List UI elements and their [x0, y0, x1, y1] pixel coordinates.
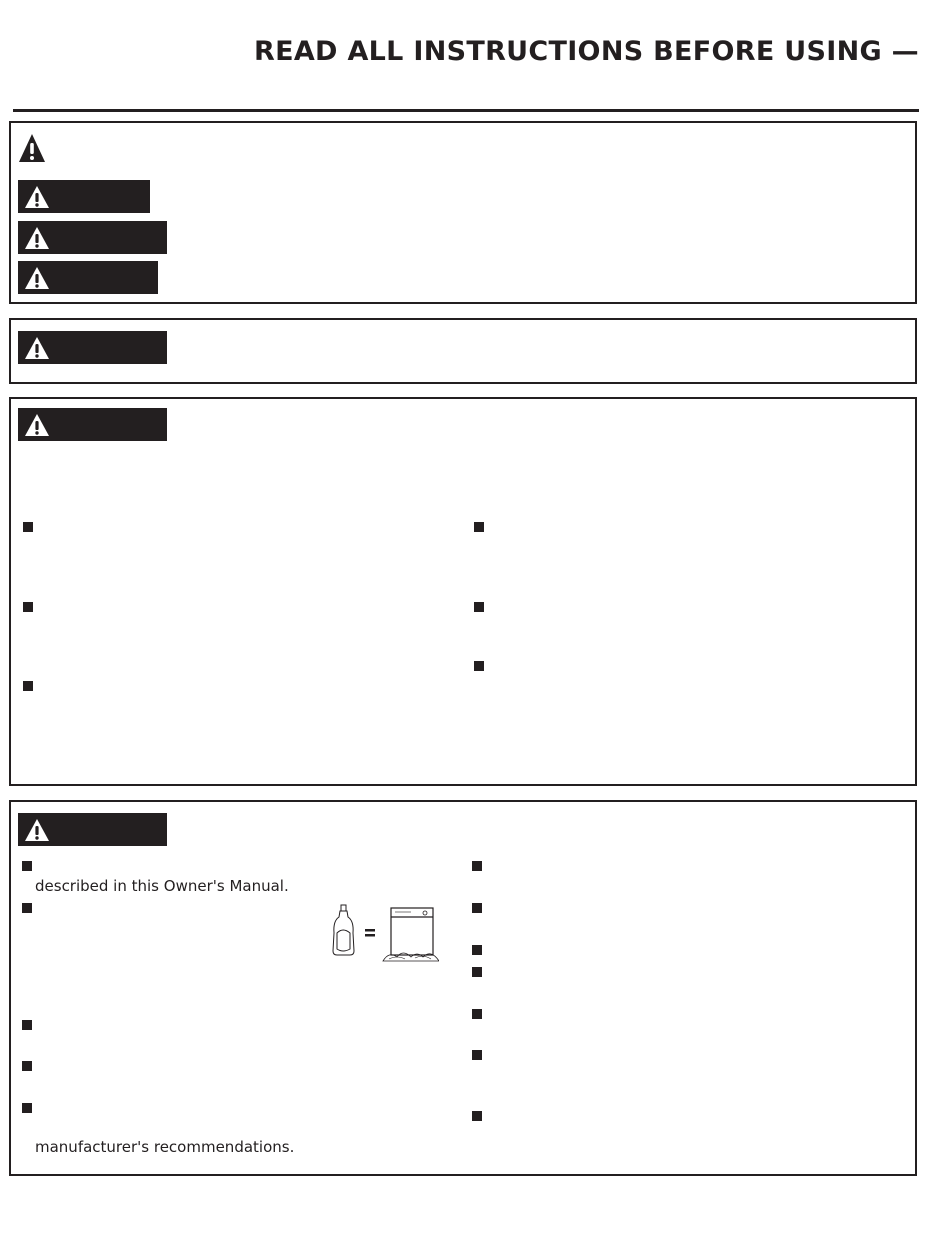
bullet-icon	[22, 1061, 32, 1071]
warning-box-3	[9, 397, 917, 786]
warning-triangle-icon	[24, 226, 50, 250]
page-title: READ ALL INSTRUCTIONS BEFORE USING —	[254, 36, 919, 67]
bullet-icon	[474, 661, 484, 671]
equals-icon	[365, 929, 375, 937]
warning-box-4	[9, 800, 917, 1176]
safety-definitions-box	[9, 121, 917, 304]
bullet-icon	[472, 903, 482, 913]
bullet-icon	[22, 861, 32, 871]
dishwasher-icon	[383, 908, 439, 961]
warning-triangle-icon	[18, 133, 46, 163]
warning-badge	[18, 813, 167, 846]
bullet-icon	[22, 903, 32, 913]
bullet-icon	[474, 522, 484, 532]
warning-triangle-icon	[24, 818, 50, 842]
warning-triangle-icon	[24, 266, 50, 290]
warning-badge	[18, 331, 167, 364]
bullet-icon	[22, 1103, 32, 1113]
title-rule	[13, 109, 919, 112]
bullet-icon	[472, 1111, 482, 1121]
bullet-icon	[472, 861, 482, 871]
danger-badge	[18, 180, 150, 213]
bullet-icon	[23, 522, 33, 532]
bullet-icon	[472, 1009, 482, 1019]
bullet-icon	[23, 602, 33, 612]
bullet-icon	[474, 602, 484, 612]
bullet-icon	[472, 1050, 482, 1060]
caution-badge	[18, 261, 158, 294]
bullet-icon	[22, 1020, 32, 1030]
manufacturer-recommendations-text: manufacturer's recommendations.	[35, 1138, 295, 1156]
warning-triangle-icon	[24, 413, 50, 437]
warning-triangle-icon	[24, 185, 50, 209]
detergent-bottle-equals-dishwasher-illustration	[331, 903, 439, 965]
bullet-icon	[472, 967, 482, 977]
warning-badge	[18, 408, 167, 441]
owners-manual-text: described in this Owner's Manual.	[35, 877, 289, 895]
bullet-icon	[23, 681, 33, 691]
warning-box-2	[9, 318, 917, 384]
detergent-bottle-icon	[333, 905, 354, 955]
bullet-icon	[472, 945, 482, 955]
warning-triangle-icon	[24, 336, 50, 360]
warning-badge	[18, 221, 167, 254]
